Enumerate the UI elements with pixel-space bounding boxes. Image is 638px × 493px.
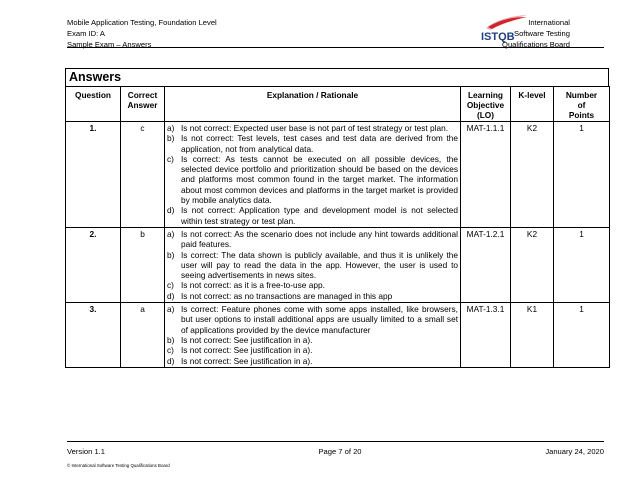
footer-page-number: Page 7 of 20: [318, 447, 362, 456]
footer-version: Version 1.1: [67, 447, 105, 456]
k-level: K2: [511, 122, 554, 228]
learning-objective: MAT-1.3.1: [461, 303, 511, 368]
option-text: Is not correct: See justification in a).: [181, 355, 313, 366]
option-text: Is correct: Feature phones come with some apps installed, like browsers, but user options to install additional apps are usually limited to a small set of applications provided by the device manufacturer: [181, 304, 458, 335]
footer-copyright: © International Software Testing Qualifications Board: [67, 463, 170, 468]
header-correct-answer: Correct Answer: [121, 87, 165, 122]
footer-date: January 24, 2020: [545, 447, 604, 456]
points: 1: [554, 303, 610, 368]
question-number: 3.: [66, 303, 121, 368]
option-label: b): [167, 334, 175, 345]
header-document-info: [67, 17, 217, 50]
option-item: [167, 123, 458, 133]
correct-answer: a: [121, 303, 165, 368]
option-item: [167, 229, 458, 250]
explanation-cell: [165, 227, 461, 302]
option-text: Is not correct: Application type and development model is not selected within test strategy or test plan.: [181, 205, 458, 226]
correct-answer: b: [121, 227, 165, 302]
header-question: Question: [66, 87, 121, 122]
option-label: c): [167, 280, 174, 291]
option-label: a): [167, 123, 175, 133]
option-item: [167, 133, 458, 154]
question-number: 2.: [66, 227, 121, 302]
option-label: a): [167, 228, 175, 239]
option-label: d): [167, 290, 175, 301]
option-item: [167, 356, 458, 366]
header-line-software-testing: Software Testing: [514, 29, 570, 38]
header-line-title: Mobile Application Testing, Foundation Level: [67, 18, 217, 27]
option-text: Is not correct: Test levels, test cases and test data are derived from the application, not from analytical data.: [181, 133, 458, 154]
header-explanation: Explanation / Rationale: [165, 87, 461, 122]
section-title: Answers: [65, 68, 609, 86]
option-label: a): [167, 304, 175, 315]
table-row: [66, 227, 610, 302]
points: 1: [554, 122, 610, 228]
option-item: [167, 304, 458, 335]
option-text: Is correct: As tests cannot be executed on all possible devices, the selected device portfolio and prioritization should be based on the devices and platforms most common found in the target market. The information about most common devices and platforms in the target market is provided by mobile analytics data.: [181, 153, 458, 206]
header-line-international: International: [528, 18, 570, 27]
option-label: b): [167, 249, 175, 260]
option-text: Is not correct: See justification in a).: [181, 334, 313, 345]
option-label: d): [167, 355, 175, 366]
logo-text: ISTQB: [481, 31, 515, 43]
explanation-cell: [165, 303, 461, 368]
table-row: [66, 122, 610, 228]
header-divider: [67, 47, 604, 48]
header-learning-objective: Learning Objective (LO): [461, 87, 511, 122]
header-line-exam-id: Exam ID: A: [67, 29, 105, 38]
option-label: c): [167, 345, 174, 356]
option-text: Is not correct: as it is a free-to-use app.: [181, 280, 325, 291]
option-item: [167, 280, 458, 290]
k-level: K1: [511, 303, 554, 368]
option-item: [167, 345, 458, 355]
explanation-cell: [165, 122, 461, 228]
k-level: K2: [511, 227, 554, 302]
option-item: [167, 335, 458, 345]
option-label: b): [167, 133, 175, 144]
question-number: 1.: [66, 122, 121, 228]
learning-objective: MAT-1.1.1: [461, 122, 511, 228]
header-k-level: K-level: [511, 87, 554, 122]
option-text: Is not correct: Expected user base is not part of test strategy or test plan.: [181, 123, 449, 133]
option-label: c): [167, 153, 174, 164]
footer-divider: [67, 441, 604, 442]
header-line-subtitle: Sample Exam – Answers: [67, 40, 152, 49]
points: 1: [554, 227, 610, 302]
table-row: [66, 303, 610, 368]
correct-answer: c: [121, 122, 165, 228]
header-board-name: [502, 17, 570, 50]
header-line-qualifications-board: Qualifications Board: [502, 40, 570, 49]
header-points: Number of Points: [554, 87, 610, 122]
option-text: Is not correct: As the scenario does not include any hint towards additional paid features.: [181, 228, 458, 250]
option-item: [167, 291, 458, 301]
option-text: Is not correct: See justification in a).: [181, 345, 313, 356]
option-text: Is correct: The data shown is publicly available, and thus it is unlikely the user will pay to read the data in the app. However, the user is used to seeing advertisements in news sites.: [181, 249, 458, 281]
option-text: Is not correct: as no transactions are managed in this app: [181, 290, 393, 301]
learning-objective: MAT-1.2.1: [461, 227, 511, 302]
option-item: [167, 205, 458, 226]
answers-table: [65, 86, 610, 368]
table-header-row: [66, 87, 610, 122]
option-item: [167, 250, 458, 281]
option-item: [167, 154, 458, 205]
option-label: d): [167, 205, 175, 216]
